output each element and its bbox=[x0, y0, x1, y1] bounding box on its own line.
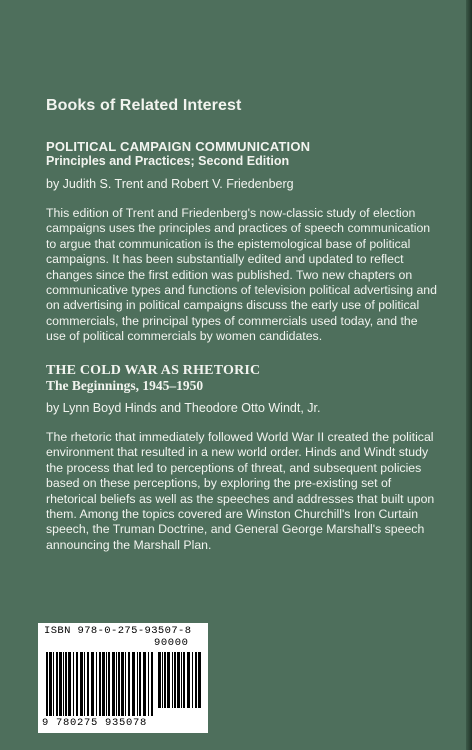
barcode-addon-bars bbox=[158, 652, 202, 708]
isbn-text: ISBN 978-0-275-93507-8 bbox=[44, 625, 192, 637]
isbn-barcode bbox=[38, 623, 208, 733]
barcode-bar bbox=[112, 652, 115, 716]
price-code: 90000 bbox=[154, 637, 189, 649]
barcode-bar bbox=[106, 652, 107, 716]
barcode-bars bbox=[46, 652, 154, 716]
book-description: The rhetoric that immediately followed World War II created the political environment that resulted in a new world order. Hinds and Windt study the process that led to perceptions of threat, and subsequent policies based on these perceptions, by exploring the pre-existing set of rhetorical beliefs as well as the speeches and addresses that built upon them. Among the topics covered are Winston Churchill's Iron Curtain speech, the Truman Doctrine, and General George Marshall's speech announcing the Marshall Plan. bbox=[46, 430, 435, 552]
section-heading: Books of Related Interest bbox=[46, 97, 242, 114]
barcode-bar bbox=[102, 652, 105, 716]
barcode-bar bbox=[84, 652, 85, 716]
barcode-bar bbox=[143, 652, 146, 716]
book-title: THE COLD WAR AS RHETORIC bbox=[46, 363, 261, 378]
barcode-bar bbox=[108, 652, 110, 716]
barcode-bar bbox=[198, 652, 201, 708]
barcode-bar bbox=[158, 652, 161, 708]
barcode-bar bbox=[49, 652, 52, 716]
barcode-bar bbox=[192, 652, 193, 708]
barcode-bar bbox=[63, 652, 64, 716]
barcode-digits: 9 780275 935078 bbox=[42, 717, 148, 729]
book-authors: by Lynn Boyd Hinds and Theodore Otto Windt, Jr. bbox=[46, 401, 321, 415]
barcode-bar bbox=[167, 652, 170, 708]
book-description: This edition of Trent and Friedenberg's now-classic study of election campaigns uses the principles and practices of speech communication to argue that communication is the epistemological base of political campaigns. It has been substantially edited and updated to reflect changes since the first edition was published. Two new chapters on communicative types and functions of television political advertising and on advertising in political campaigns discuss the early use of political commercials, the principal types of commercials used today, and the use of political commercials by women candidates. bbox=[46, 206, 437, 344]
barcode-bar bbox=[116, 652, 117, 716]
barcode-bar bbox=[73, 652, 74, 716]
barcode-bar bbox=[181, 652, 182, 708]
book-subtitle: Principles and Practices; Second Edition bbox=[46, 154, 290, 168]
barcode-bar bbox=[121, 652, 124, 716]
barcode-bar bbox=[46, 652, 48, 716]
barcode-bar bbox=[91, 652, 94, 716]
barcode-bar bbox=[99, 652, 101, 716]
barcode-bar bbox=[195, 652, 197, 708]
book-entry-1 bbox=[46, 139, 438, 345]
book-entry-2 bbox=[46, 363, 438, 553]
barcode-bar bbox=[172, 652, 173, 708]
book-title: POLITICAL CAMPAIGN COMMUNICATION bbox=[46, 139, 311, 154]
barcode-bar bbox=[162, 652, 163, 708]
barcode-bar bbox=[183, 652, 185, 708]
barcode-bar bbox=[177, 652, 180, 708]
barcode-bar bbox=[53, 652, 54, 716]
barcode-bar bbox=[128, 652, 130, 716]
barcode-bar bbox=[132, 652, 135, 716]
cover-edge bbox=[466, 0, 472, 750]
barcode-bar bbox=[65, 652, 67, 716]
barcode-bar bbox=[174, 652, 176, 708]
barcode-bar bbox=[56, 652, 58, 716]
barcode-bar bbox=[125, 652, 126, 716]
barcode-bar bbox=[139, 652, 141, 716]
barcode-bar bbox=[68, 652, 71, 716]
barcode-bar bbox=[151, 652, 153, 716]
barcode-bar bbox=[164, 652, 166, 708]
barcode-bar bbox=[87, 652, 89, 716]
barcode-bar bbox=[137, 652, 138, 716]
book-subtitle: The Beginnings, 1945–1950 bbox=[46, 378, 204, 393]
barcode-bar bbox=[118, 652, 120, 716]
barcode-bar bbox=[59, 652, 62, 716]
barcode-bar bbox=[76, 652, 78, 716]
barcode-bar bbox=[80, 652, 83, 716]
barcode-bar bbox=[187, 652, 190, 708]
barcode-bar bbox=[148, 652, 149, 716]
barcode-bar bbox=[96, 652, 97, 716]
book-authors: by Judith S. Trent and Robert V. Friedenberg bbox=[46, 177, 294, 191]
